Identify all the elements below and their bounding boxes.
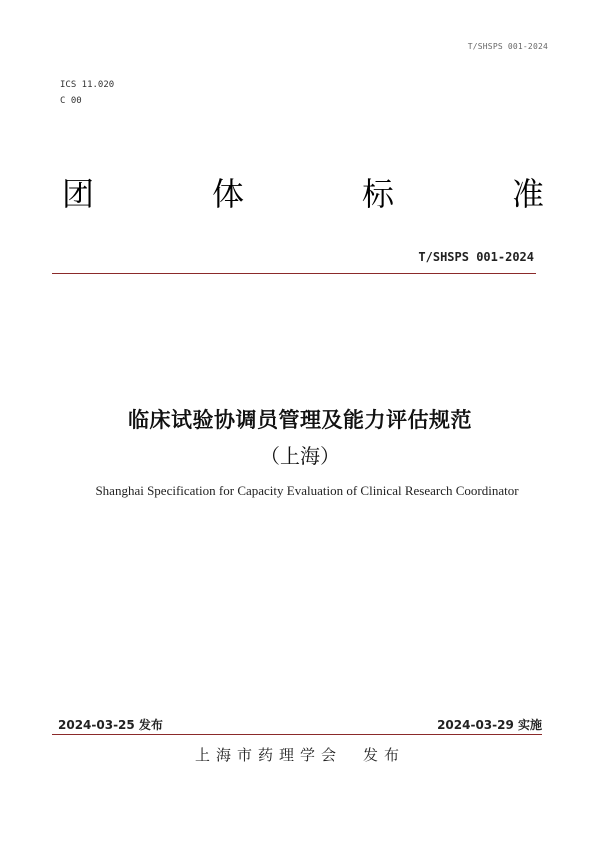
classification-block <box>60 77 114 109</box>
title-chinese: 临床试验协调员管理及能力评估规范 <box>128 408 472 432</box>
bottom-divider <box>52 734 542 735</box>
standard-type-char: 体 <box>211 175 244 213</box>
standard-type-char: 标 <box>361 175 394 213</box>
standard-type-char: 准 <box>511 175 544 213</box>
title-chinese-sub: （上海） <box>260 444 340 468</box>
ccs-code: C 00 <box>60 96 82 106</box>
ics-code: ICS 11.020 <box>60 80 115 90</box>
header-standard-code: T/SHSPS 001-2024 <box>467 42 548 51</box>
title-english: Shanghai Specification for Capacity Evaluation of Clinical Research Coordinator <box>95 483 519 498</box>
standard-type-char: 团 <box>62 175 95 213</box>
publisher: 上海市药理学会 发布 <box>194 746 405 764</box>
issue-date: 2024-03-25 发布 <box>58 718 163 732</box>
implementation-date: 2024-03-29 实施 <box>437 718 542 732</box>
standard-number: T/SHSPS 001-2024 <box>418 250 534 264</box>
top-divider <box>52 273 536 274</box>
standard-type-heading <box>62 170 544 218</box>
